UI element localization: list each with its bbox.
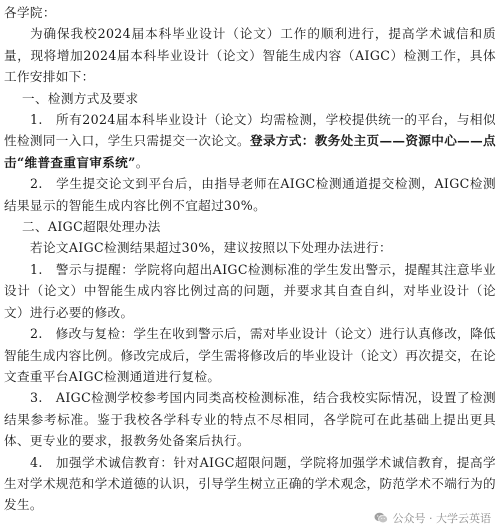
source-footer	[371, 509, 495, 527]
item1-text: 1. 所有2024届本科毕业设计（论文）均需检测，学校提供统一的平台，与相似性检测同一入口，学生只需提交一次论文。	[4, 112, 496, 149]
section2-heading: 二、AIGC超限处理办法	[22, 219, 161, 235]
source-label: 公众号 · 大学云英语	[392, 512, 491, 525]
intro-paragraph: 为确保我校2024届本科毕业设计（论文）工作的顺利进行，提高学术诚信和质量，现将增加2024届本科毕业设计（论文）智能生成内容（AIGC）检测工作，具体工作安排如下：	[4, 26, 496, 85]
wechat-icon	[374, 512, 388, 524]
item2-paragraph: 2. 学生提交论文到平台后，由指导老师在AIGC检测通道提交检测，AIGC检测结果显示的智能生成内容比例不宜超过30%。	[4, 176, 496, 213]
handle4-paragraph: 4. 加强学术诚信教育：针对AIGC超限问题，学院将加强学术诚信教育，提高学生对学术规范和学术道德的认识，引导学生树立正确的学术观念，防范学术不端行为的发生。	[4, 454, 496, 513]
section1-heading: 一、检测方式及要求	[22, 90, 139, 106]
item1-paragraph	[4, 109, 496, 173]
handle2-paragraph: 2. 修改与复检：学生在收到警示后，需对毕业设计（论文）进行认真修改，降低智能生成内容比例。修改完成后，学生需将修改后的毕业设计（论文）再次提交，在论文查重平台AIGC检测通道进行复检。	[4, 326, 496, 384]
item1-end: 。	[135, 154, 149, 170]
handle1-paragraph: 1. 警示与提醒：学院将向超出AIGC检测标准的学生发出警示，提醒其注意毕业设计（论文）中智能生成内容比例过高的问题，并要求其自查自纠，对毕业设计（论文）进行必要的修改。	[4, 261, 496, 320]
login-method: 登录方式：教务处主页——资源中心——点击“维普查重盲审系统”	[4, 133, 496, 170]
greeting: 各学院：	[4, 5, 56, 20]
section2-intro: 若论文AIGC检测结果超过30%，建议按照以下处理办法进行：	[30, 240, 392, 256]
document-body	[4, 2, 496, 516]
handle3-paragraph: 3. AIGC检测学校参考国内同类高校检测标准，结合我校实际情况，设置了检测结果参考标准。鉴于我校各学科专业的特点不尽相同，各学院可在此基础上提出更具体、更专业的要求，报教务处备案后执行。	[4, 390, 496, 449]
